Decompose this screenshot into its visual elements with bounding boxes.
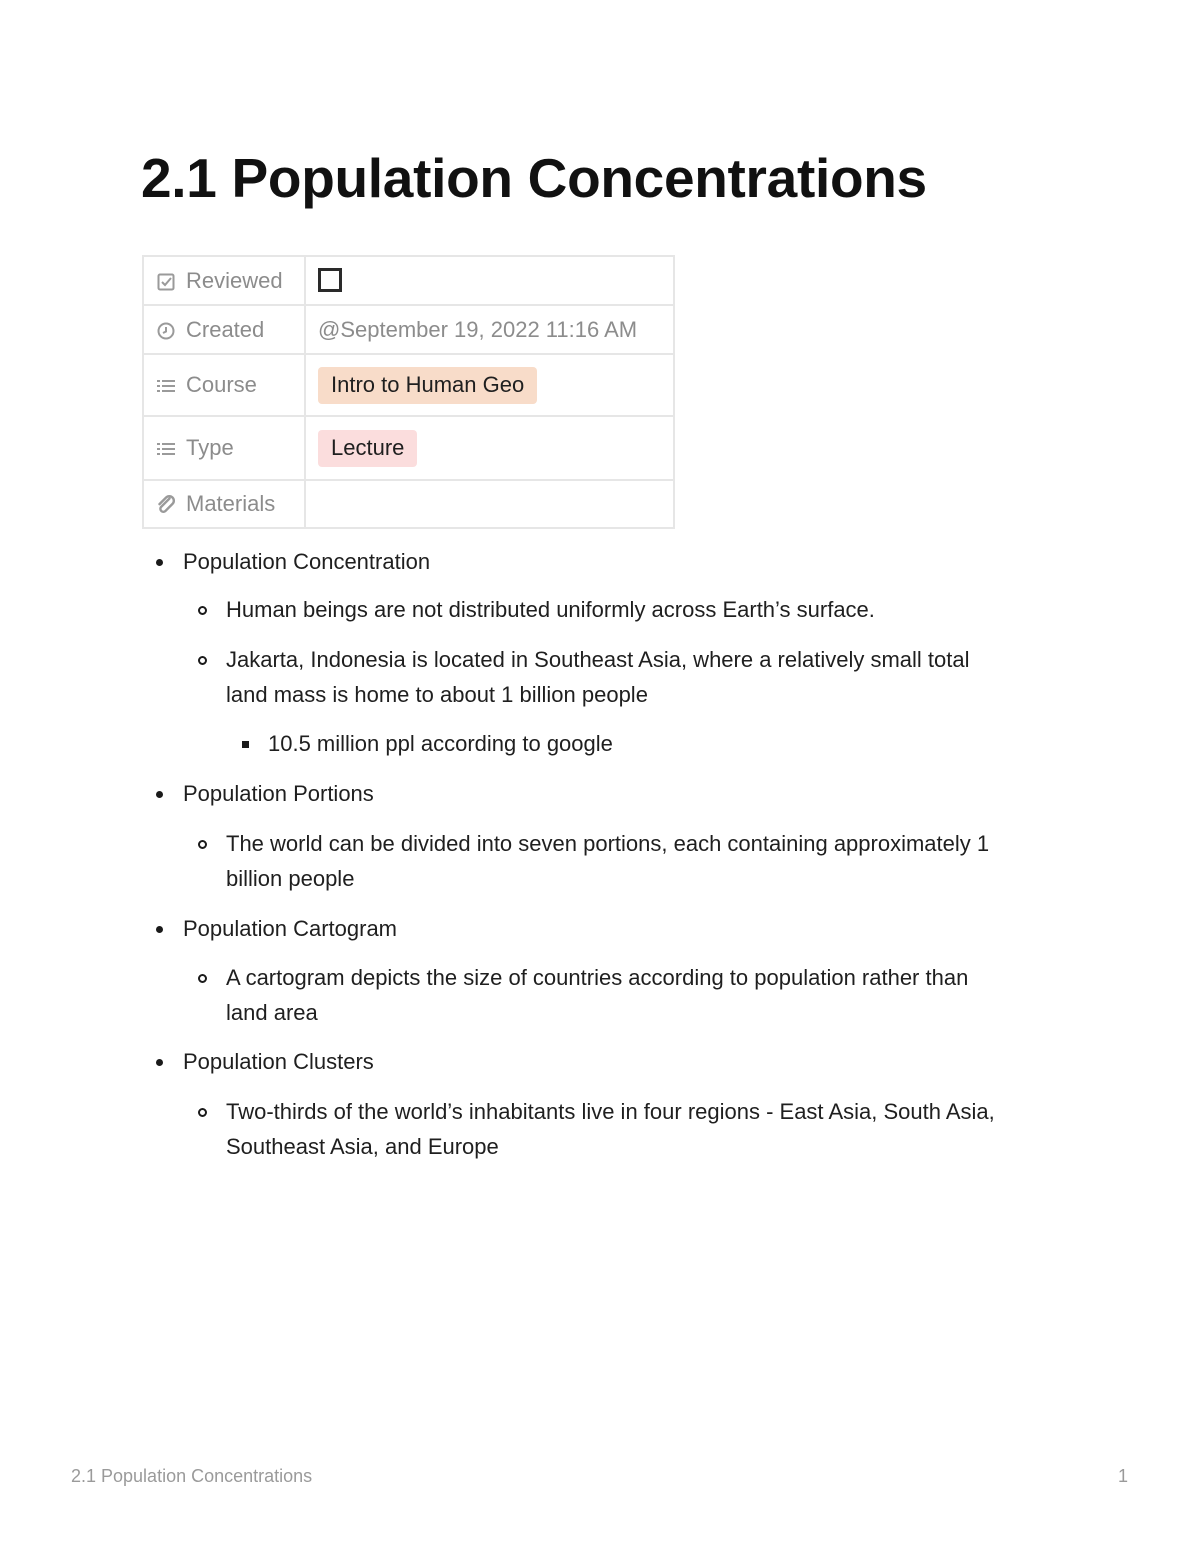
bullet-circle	[198, 1108, 207, 1117]
list-icon	[156, 375, 176, 395]
property-value-reviewed	[305, 256, 674, 305]
list-icon	[156, 438, 176, 458]
bullet-disc	[156, 926, 163, 933]
list-item: Human beings are not distributed uniformly across Earth’s surface.	[226, 597, 875, 622]
reviewed-checkbox[interactable]	[318, 268, 342, 292]
property-value-materials[interactable]	[305, 480, 674, 528]
footer-page-number: 1	[1118, 1466, 1129, 1486]
bullet-disc	[156, 559, 163, 566]
paperclip-icon	[156, 494, 176, 514]
bullet-circle	[198, 974, 207, 983]
footer-doc-title: 2.1 Population Concentrations	[71, 1466, 313, 1486]
property-row-materials	[143, 480, 674, 528]
bullet-circle	[198, 606, 207, 615]
list-item: Two-thirds of the world’s inhabitants live in four regions - East Asia, South Asia,	[226, 1099, 995, 1124]
property-row-reviewed	[143, 256, 674, 305]
property-value-created: @September 19, 2022 11:16 AM	[305, 305, 674, 354]
property-label: Course	[186, 372, 257, 397]
list-item-continuation: billion people	[226, 866, 355, 891]
bullet-circle	[198, 840, 207, 849]
type-tag[interactable]: Lecture	[318, 430, 417, 467]
property-row-course	[143, 354, 674, 416]
property-key-type	[143, 416, 305, 480]
list-item: Jakarta, Indonesia is located in Southeast Asia, where a relatively small total	[226, 647, 970, 672]
property-label: Materials	[186, 491, 276, 516]
checkbox-icon	[156, 271, 176, 291]
property-row-type	[143, 416, 674, 480]
course-tag[interactable]: Intro to Human Geo	[318, 367, 537, 404]
property-label: Created	[186, 316, 265, 342]
list-item: Population Cartogram	[183, 916, 398, 941]
list-item: Population Clusters	[183, 1049, 374, 1074]
bullet-disc	[156, 791, 163, 798]
property-row-created	[143, 305, 674, 354]
property-label: Type	[186, 435, 234, 460]
bullet-disc	[156, 1059, 163, 1066]
list-item: Population Portions	[183, 781, 374, 806]
property-key-created	[143, 305, 305, 354]
property-key-course	[143, 354, 305, 416]
list-item: A cartogram depicts the size of countries according to population rather than	[226, 965, 969, 990]
properties-table	[142, 255, 675, 529]
property-value-type	[305, 416, 674, 480]
list-item-continuation: land mass is home to about 1 billion people	[226, 682, 648, 707]
list-item-continuation: Southeast Asia, and Europe	[226, 1134, 499, 1159]
list-item: 10.5 million ppl according to google	[268, 731, 613, 756]
property-key-materials	[143, 480, 305, 528]
bullet-square	[242, 741, 249, 748]
property-value-course	[305, 354, 674, 416]
list-item: Population Concentration	[183, 549, 431, 574]
bullet-circle	[198, 656, 207, 665]
property-label: Reviewed	[186, 267, 283, 293]
property-key-reviewed	[143, 256, 305, 305]
page-title: 2.1 Population Concentrations	[141, 147, 927, 209]
list-item-continuation: land area	[226, 1000, 318, 1025]
clock-icon	[156, 320, 176, 340]
list-item: The world can be divided into seven portions, each containing approximately 1	[226, 831, 990, 856]
